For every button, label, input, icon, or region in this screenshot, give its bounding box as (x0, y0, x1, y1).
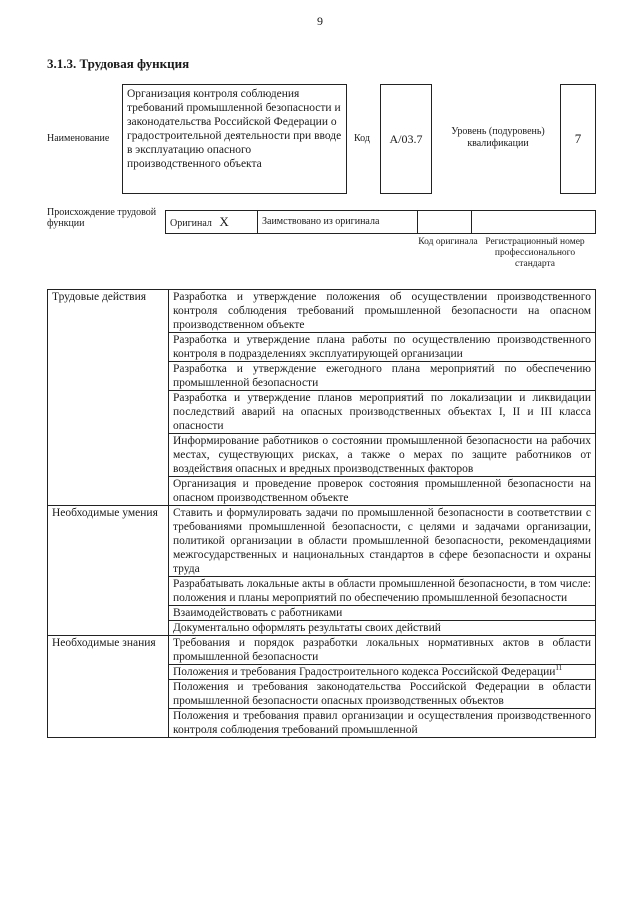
code-label: Код (354, 133, 370, 144)
section-heading: 3.1.3. Трудовая функция (47, 56, 190, 71)
table-cell: Ставить и формулировать задачи по промышленной безопасности в соответствии с требованиями промышленной безопасности, с целями и задачами организации, политикой организации в области промышленной безопасности, рекомендациями межгосударственных и национальных стандартов в сфере безопасности и охраны труда (169, 506, 596, 577)
table-cell (169, 665, 596, 680)
origin-code-cell (418, 211, 472, 233)
original-label: Оригинал (170, 218, 212, 229)
origin-table (165, 210, 596, 234)
reg-number-caption: Регистрационный номер профессионального стандарта (485, 237, 585, 269)
footnote-ref: 11 (555, 664, 563, 673)
page-number: 9 (317, 14, 323, 28)
name-label: Наименование (47, 133, 110, 144)
table-row (48, 506, 596, 577)
table-row (48, 636, 596, 665)
level-value: 7 (560, 84, 596, 194)
table-cell: Требования и порядок разработки локальных нормативных актов в области промышленной безопасности (169, 636, 596, 665)
borrowed-cell: Заимствовано из оригинала (258, 211, 418, 233)
reg-number-cell (472, 211, 596, 233)
code-value: А/03.7 (380, 84, 432, 194)
category-knowledge: Необходимые знания (48, 636, 169, 738)
table-cell: Разрабатывать локальные акты в области промышленной безопасности, в том числе: положения и планы мероприятий по обеспечению промышленной безопасности (169, 577, 596, 606)
original-cell (166, 211, 258, 233)
table-cell: Разработка и утверждение ежегодного плана мероприятий по обеспечению промышленной безопасности (169, 362, 596, 391)
table-cell: Документально оформлять результаты своих действий (169, 621, 596, 636)
function-table (47, 289, 596, 738)
table-cell: Положения и требования правил организации и осуществления производственного контроля соблюдения требований промышленной (169, 709, 596, 738)
table-cell: Организация и проведение проверок состояния промышленной безопасности на опасном производственном объекте (169, 477, 596, 506)
original-mark: X (219, 214, 229, 229)
category-skills: Необходимые умения (48, 506, 169, 636)
level-label: Уровень (подуровень) квалификации (451, 126, 545, 149)
table-cell: Разработка и утверждение планов мероприятий по локализации и ликвидации последствий аварий на опасных производственных объектах I, II и III класса опасности (169, 391, 596, 434)
origin-label: Происхождение трудовой функции (47, 207, 157, 229)
origin-code-caption: Код оригинала (418, 237, 478, 247)
cell-text: Положения и требования Градостроительного кодекса Российской Федерации (173, 666, 556, 678)
function-name: Организация контроля соблюдения требований промышленной безопасности и законодательства Российской Федерации о градостроительной деятельности при вводе в эксплуатацию опасного производственного объекта (122, 84, 347, 194)
table-cell: Взаимодействовать с работниками (169, 606, 596, 621)
table-cell: Информирование работников о состоянии промышленной безопасности на рабочих местах, существующих рисках, а также о мерах по защите работников от воздействия опасных и вредных производственных факторов (169, 434, 596, 477)
table-cell: Разработка и утверждение плана работы по осуществлению производственного контроля в подразделениях эксплуатирующей организации (169, 333, 596, 362)
table-cell: Разработка и утверждение положения об осуществлении производственного контроля соблюдения требований промышленной безопасности на опасном производственном объекте (169, 290, 596, 333)
table-cell: Положения и требования законодательства Российской Федерации в области промышленной безопасности опасных производственных объектов (169, 680, 596, 709)
category-labor-actions: Трудовые действия (48, 290, 169, 506)
table-row (48, 290, 596, 333)
